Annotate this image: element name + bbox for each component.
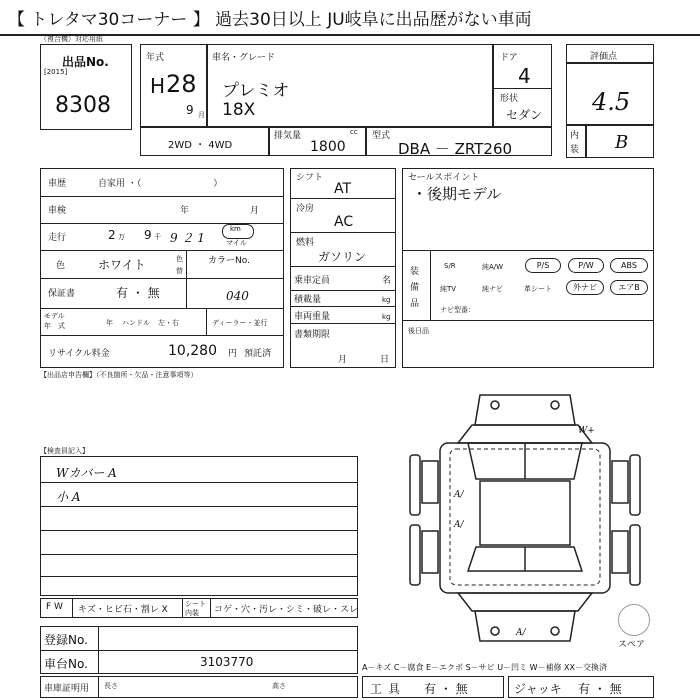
shape-label: 形状	[500, 94, 519, 104]
color-change-2: 替	[176, 267, 183, 275]
model-year-label-1: モデル	[44, 312, 65, 320]
after-items: 後日品	[408, 327, 429, 335]
equip-tv: 純TV	[440, 285, 457, 293]
recycle-note: 預託済	[244, 349, 272, 359]
equip-airbag: エアB	[610, 280, 648, 295]
equip-ps: P/S	[525, 258, 561, 273]
load-label: 積載量	[294, 295, 322, 305]
cert-length: 長さ	[104, 682, 118, 690]
interior-items: コゲ・穴・汚レ・シミ・破レ・スレ	[214, 605, 359, 615]
mileage-sen: 9	[144, 228, 152, 242]
mileage-rest: 9 ２ 1	[170, 231, 205, 245]
year-label: 年式	[146, 53, 165, 63]
fw-label: F W	[46, 602, 63, 612]
damage-legend: A－キズ C－腐食 E－エクボ S－サビ U－凹ミ W－補修 XX－交換済	[362, 663, 608, 672]
warranty-value: 有 ・ 無	[116, 286, 160, 300]
fw-items: キズ・ヒビ石・割レ X	[78, 605, 168, 615]
spare-label: スペア	[618, 640, 646, 650]
car-grade: 18X	[222, 100, 256, 120]
equip-char-2: 備	[410, 283, 420, 293]
handle-lr: 左・右	[158, 319, 179, 327]
equip-navi-model: ナビ型番：	[440, 306, 475, 314]
lot-year-tag: [2015]	[44, 68, 68, 76]
shift-value: AT	[334, 181, 352, 197]
equip-aw: 純A/W	[482, 263, 504, 271]
diagram-mark-1: W+	[578, 426, 595, 436]
cert-height: 高さ	[272, 682, 286, 690]
handle-label: ハンドル	[122, 319, 150, 327]
capacity-unit: 名	[382, 276, 392, 286]
color-change-1: 色	[176, 255, 183, 263]
score-value: 4.5	[592, 88, 631, 116]
cert-label: 車庫証明用	[44, 684, 90, 694]
mileage-man: 2	[108, 228, 116, 242]
lot-number: 8308	[55, 93, 111, 118]
mileage-sen-unit: 千	[154, 233, 161, 241]
inspection-year: 年	[180, 206, 190, 216]
info-box	[40, 168, 284, 368]
load-unit: kg	[382, 296, 391, 304]
interior-label-1: 内	[570, 131, 580, 141]
car-name: プレミオ	[222, 81, 290, 101]
seller-report-label: 【出品店申告欄】（不良箇所・欠品・注意事項等）	[40, 371, 198, 379]
model-value: DBA － ZRT260	[398, 140, 513, 158]
door-value: 4	[518, 64, 531, 88]
model-year-label-2: 年 式	[44, 322, 65, 330]
model-label: 型式	[372, 131, 391, 141]
model-year-unit: 年	[106, 319, 113, 327]
sales-point-label: セールスポイント	[408, 173, 480, 183]
warranty-label: 保証書	[48, 289, 76, 299]
car-label: 車名・グレード	[212, 53, 276, 63]
weight-unit: kg	[382, 313, 391, 321]
diagram-mark-4: A/	[516, 628, 526, 638]
weight-label: 車両重量	[294, 312, 331, 322]
km-label: km	[230, 225, 241, 233]
shape-value: セダン	[506, 108, 543, 122]
inspection-label: 車検	[48, 206, 67, 216]
spare-tire-icon	[618, 604, 650, 636]
inspector-line-2: 小 A	[56, 490, 81, 504]
ac-value: AC	[334, 214, 354, 230]
history-value: 自家用 ・（ ）	[98, 179, 223, 189]
color-no-value: 040	[226, 289, 249, 303]
interior-value: B	[615, 132, 629, 153]
year-month: 9	[186, 103, 194, 117]
door-label: ドア	[500, 53, 518, 63]
color-no-label: カラーNo.	[208, 256, 250, 266]
banner	[0, 0, 700, 36]
equip-ext-navi: 外ナビ	[566, 280, 604, 295]
seat-label-1: シート	[185, 600, 206, 608]
top-note: （複合機）対応用紙	[40, 35, 103, 43]
capacity-label: 乗車定員	[294, 276, 331, 286]
diagram-mark-2: A/	[454, 490, 464, 500]
ac-label: 冷房	[296, 204, 315, 214]
lot-label: 出品No.	[62, 55, 109, 69]
banner-text: 【 トレタマ30コーナー 】 過去30日以上 JU岐阜に出品歴がない車両	[8, 10, 532, 30]
equip-sr: S/R	[444, 262, 456, 270]
diagram-mark-3: A/	[454, 520, 464, 530]
fuel-value: ガソリン	[318, 250, 367, 264]
drive-value: 2WD ・ 4WD	[168, 140, 233, 151]
mileage-label: 走行	[48, 233, 67, 243]
doc-date-month: 月	[338, 355, 348, 365]
inspector-line-1: Wカバー A	[56, 466, 117, 480]
score-label: 評価点	[590, 52, 618, 62]
displacement-value: 1800	[310, 139, 346, 155]
tools-value: 有 ・ 無	[424, 682, 468, 696]
color-value: ホワイト	[98, 258, 146, 272]
shift-label: シフト	[296, 173, 324, 183]
interior-label-2: 装	[570, 145, 580, 155]
mile-label: マイル	[226, 239, 247, 247]
color-label: 色	[56, 261, 66, 271]
equip-leather: 革シート	[524, 285, 552, 293]
tools-label: 工具	[370, 682, 407, 696]
sales-point-value: ・後期モデル	[412, 185, 502, 203]
dealer-label: ディーラー・並行	[212, 319, 268, 327]
equip-char-1: 装	[410, 267, 420, 277]
registration-label: 登録No.	[44, 633, 88, 647]
inspection-month: 月	[250, 206, 260, 216]
year-value: 28	[166, 70, 197, 98]
recycle-label: リサイクル料金	[48, 349, 110, 359]
equip-abs: ABS	[610, 258, 648, 273]
year-month-unit: 月	[198, 111, 205, 119]
mileage-man-unit: 万	[118, 233, 125, 241]
seat-label-2: 内装	[185, 609, 199, 617]
year-era: H	[150, 74, 166, 98]
fuel-label: 燃料	[296, 238, 315, 248]
jack-label: ジャッキ	[514, 682, 562, 696]
doc-date-day: 日	[380, 355, 390, 365]
recycle-value: 10,280	[168, 343, 217, 359]
history-label: 車歴	[48, 179, 67, 189]
recycle-unit: 円	[228, 349, 238, 359]
jack-value: 有 ・ 無	[578, 682, 622, 696]
chassis-label: 車台No.	[44, 657, 88, 671]
displacement-unit: cc	[350, 128, 358, 136]
inspector-label: 【検査員記入】	[40, 447, 89, 455]
doc-date-label: 書類期限	[294, 330, 331, 340]
displacement-label: 排気量	[274, 131, 302, 141]
equip-navi: 純ナビ	[482, 285, 503, 293]
chassis-value: 3103770	[200, 655, 254, 669]
equip-char-3: 品	[410, 299, 420, 309]
equip-pw: P/W	[568, 258, 604, 273]
